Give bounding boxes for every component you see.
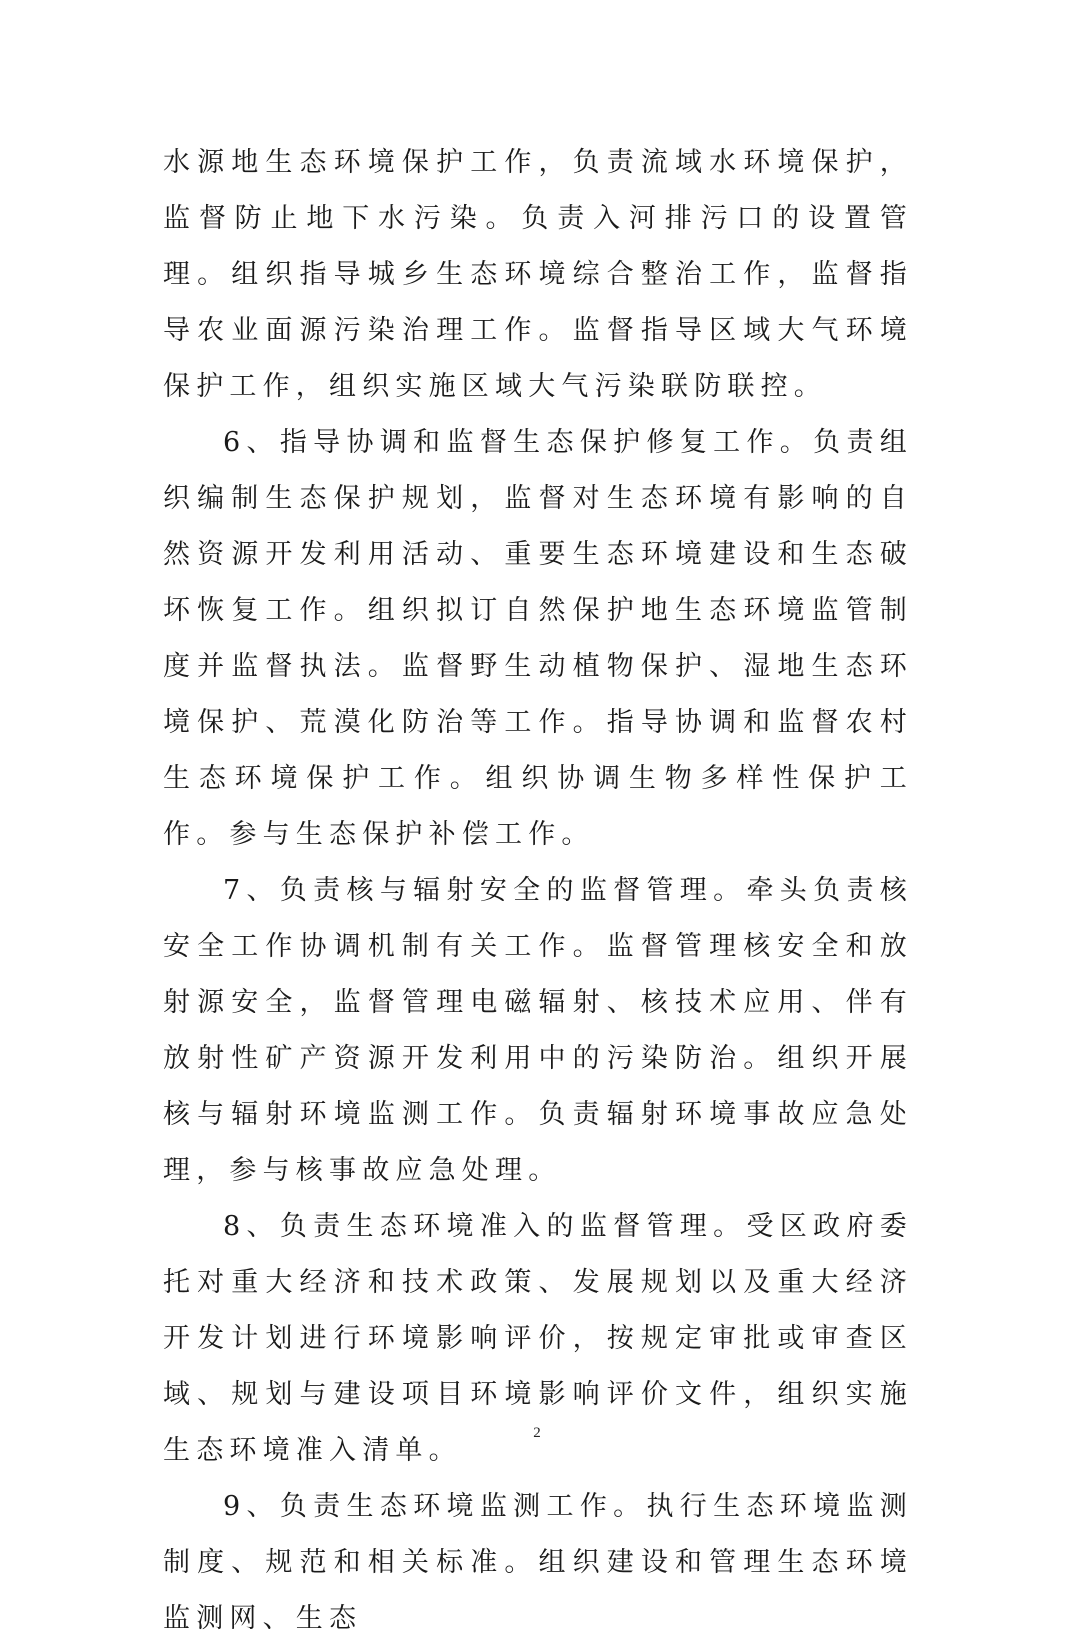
paragraph-item-7: 7、负责核与辐射安全的监督管理。牵头负责核安全工作协调机制有关工作。监督管理核安全和放射源安全，监督管理电磁辐射、核技术应用、伴有放射性矿产资源开发利用中的污染防治。组织开展核与辐射环境监测工作。负责辐射环境事故应急处理，参与核事故应急处理。 <box>163 875 913 1186</box>
page-number: 2 <box>533 1425 541 1441</box>
paragraph-item-8: 8、负责生态环境准入的监督管理。受区政府委托对重大经济和技术政策、发展规划以及重大经济开发计划进行环境影响评价，按规定审批或审查区域、规划与建设项目环境影响评价文件，组织实施生态环境准入清单。 <box>163 1211 913 1466</box>
paragraph-item-6: 6、指导协调和监督生态保护修复工作。负责组织编制生态保护规划，监督对生态环境有影响的自然资源开发利用活动、重要生态环境建设和生态破坏恢复工作。组织拟订自然保护地生态环境监管制度并监督执法。监督野生动植物保护、湿地生态环境保护、荒漠化防治等工作。指导协调和监督农村生态环境保护工作。组织协调生物多样性保护工作。参与生态保护补偿工作。 <box>163 427 913 850</box>
paragraph-continuation: 水源地生态环境保护工作，负责流域水环境保护，监督防止地下水污染。负责入河排污口的设置管理。组织指导城乡生态环境综合整治工作，监督指导农业面源污染治理工作。监督指导区域大气环境保护工作，组织实施区域大气污染联防联控。 <box>163 147 913 402</box>
paragraph-item-9: 9、负责生态环境监测工作。执行生态环境监测制度、规范和相关标准。组织建设和管理生态环境监测网、生态 <box>163 1491 913 1634</box>
document-body <box>163 135 913 1647</box>
